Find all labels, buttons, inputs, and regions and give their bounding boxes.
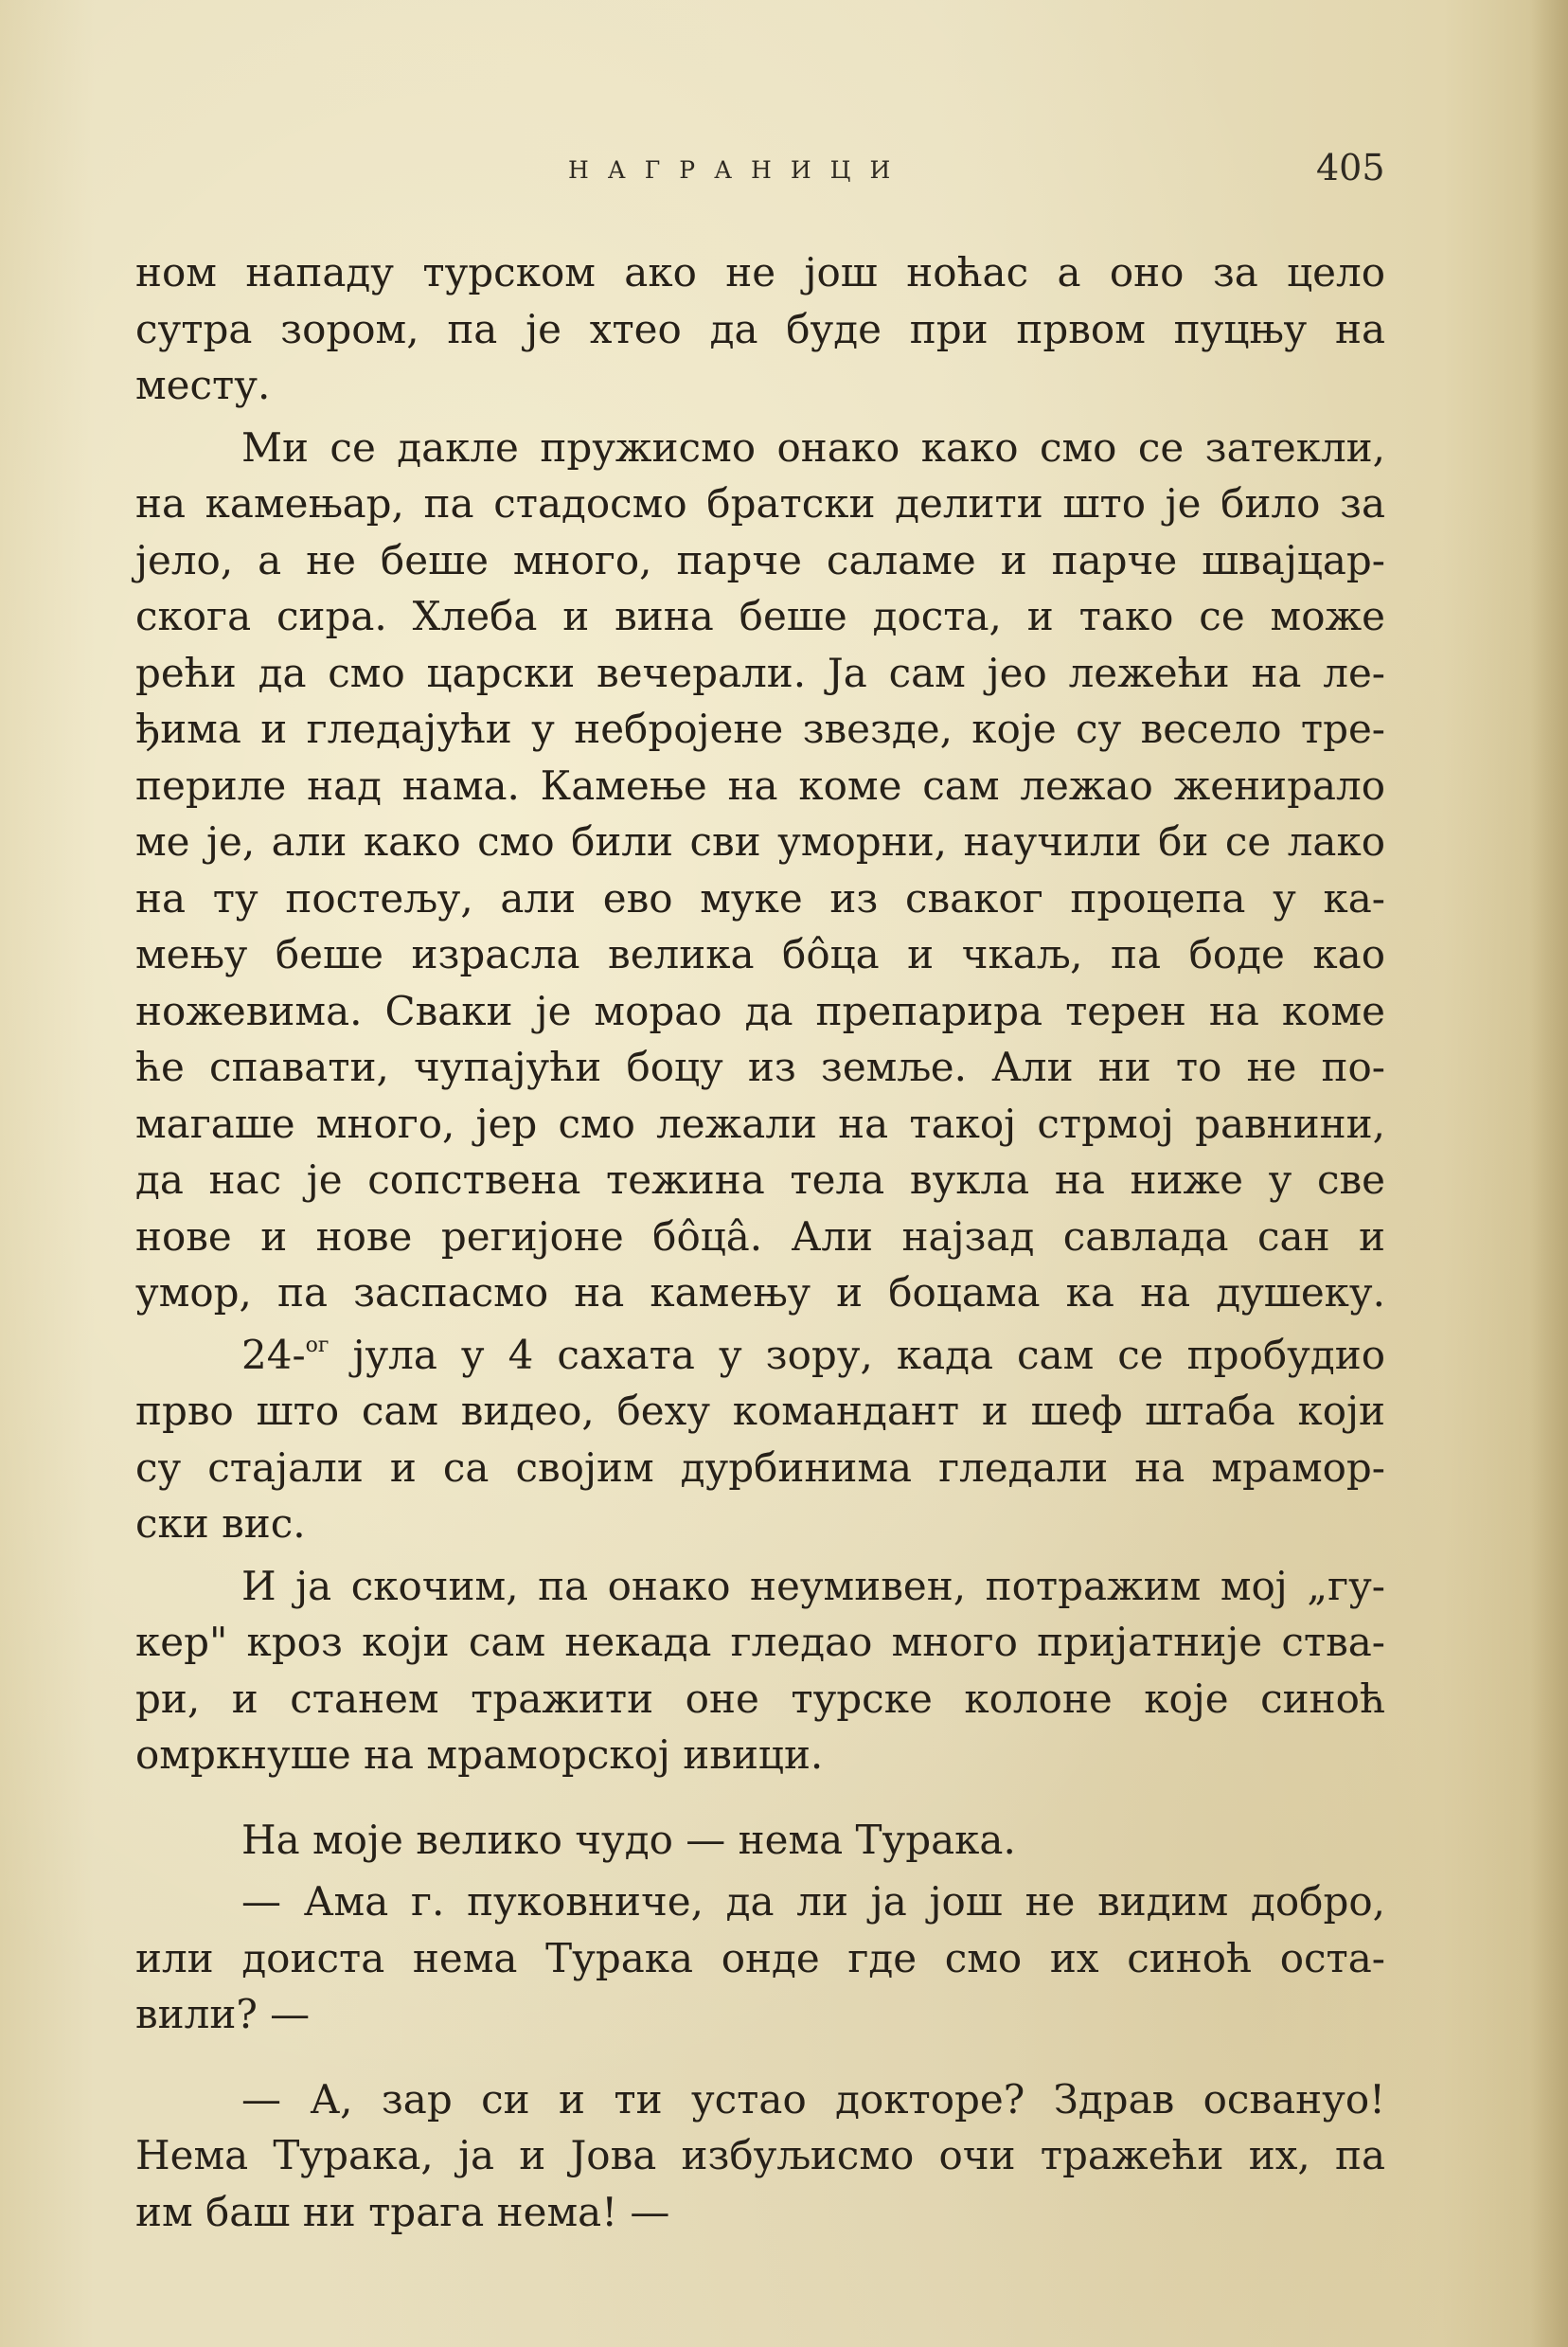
text-line: ђима и гледајући у небројене звезде, које су весело тре- (135, 706, 1385, 752)
text-line: ски вис. (135, 1500, 306, 1547)
text-line: Нема Турака, ја и Јова избуљисмо очи тражећи их, па (135, 2132, 1385, 2178)
text-line: ће спавати, чупајући боцу из земље. Али ни то не по- (135, 1044, 1385, 1090)
paragraph-start-line (135, 1327, 1385, 1384)
text-line: прво што сам видео, беху командант и шеф штаба који (135, 1388, 1385, 1434)
text-line: јула у 4 сахата у зору, када сам се пробудио (352, 1331, 1385, 1378)
text-line: су стајали и са својим дурбинима гледали на мрамор- (135, 1443, 1385, 1491)
text-line: ном нападу турском ако не још ноћас а оно за цело (135, 249, 1385, 296)
text-line: вили? — (135, 1991, 311, 2037)
paragraph-start-line: И ја скочим, па онако неумивен, потражим мој „гу- (241, 1562, 1385, 1609)
text-line: ри, и станем тражити оне турске колоне које синоћ (135, 1675, 1385, 1722)
date-day: 24- (241, 1331, 306, 1378)
text-line: на камењар, па стадосмо братски делити што је било за (135, 480, 1385, 527)
text-line: нове и нове регијоне бо̂ца̂. Али најзад савлада сан и (135, 1212, 1385, 1260)
page-header (0, 147, 1568, 194)
paragraph-start-line: Ми се дакле пружисмо онако како смо се затекли, (241, 423, 1385, 471)
text-line: периле над нама. Камење на коме сам лежао женирало (135, 761, 1385, 809)
text-line: или доиста нема Турака онде где смо их синоћ оста- (135, 1934, 1385, 1981)
text-line: умор, па заспасмо на камењу и боцама ка на душеку. (135, 1269, 1385, 1316)
date-ordinal-suffix: ог (305, 1333, 330, 1357)
text-line: да нас је сопствена тежина тела вукла на ниже у све (135, 1156, 1385, 1203)
text-line: на ту постељу, али ево муке из сваког процепа у ка- (135, 874, 1385, 922)
text-line: ножевима. Сваки је морао да препарира терен на коме (135, 987, 1385, 1034)
text-line: сутра зором, па је хтео да буде при првом пуцњу на (135, 305, 1385, 352)
text-line: кер" кроз који сам некада гледао много пријатније ства- (135, 1619, 1385, 1665)
text-line: магаше много, јер смо лежали на такој стрмој равнини, (135, 1100, 1385, 1147)
text-line: им баш ни трага нема! — (135, 2188, 670, 2235)
text-line: ме је, али како смо били сви уморни, научили би се лако (135, 818, 1385, 865)
body-text (135, 244, 1385, 2240)
paragraph-start-line: На моје велико чудо — нема Турака. (241, 1816, 1016, 1863)
text-line: мењу беше израсла велика бо̂ца и чкаљ, па боде као (135, 931, 1385, 977)
page-edge-shadow (1530, 0, 1568, 2347)
paragraph-start-line: — Ама г. пуковниче, да ли ја још не видим добро, (241, 1878, 1385, 1925)
running-head: НАГРАНИЦИ (568, 156, 910, 184)
text-line: јело, а не беше много, парче саламе и парче швајцар- (135, 536, 1385, 583)
text-line: омркнуше на мраморској ивици. (135, 1731, 824, 1778)
text-line: скога сира. Хлеба и вина беше доста, и тако се може (135, 593, 1385, 639)
paragraph-start-line: — А, зар си и ти устао докторе? Здрав освануо! (241, 2075, 1385, 2123)
page-number: 405 (1316, 147, 1385, 188)
text-line: месту. (135, 362, 271, 408)
text-line: рећи да смо царски вечерали. Ја сам јео лежећи на ле- (135, 649, 1385, 696)
